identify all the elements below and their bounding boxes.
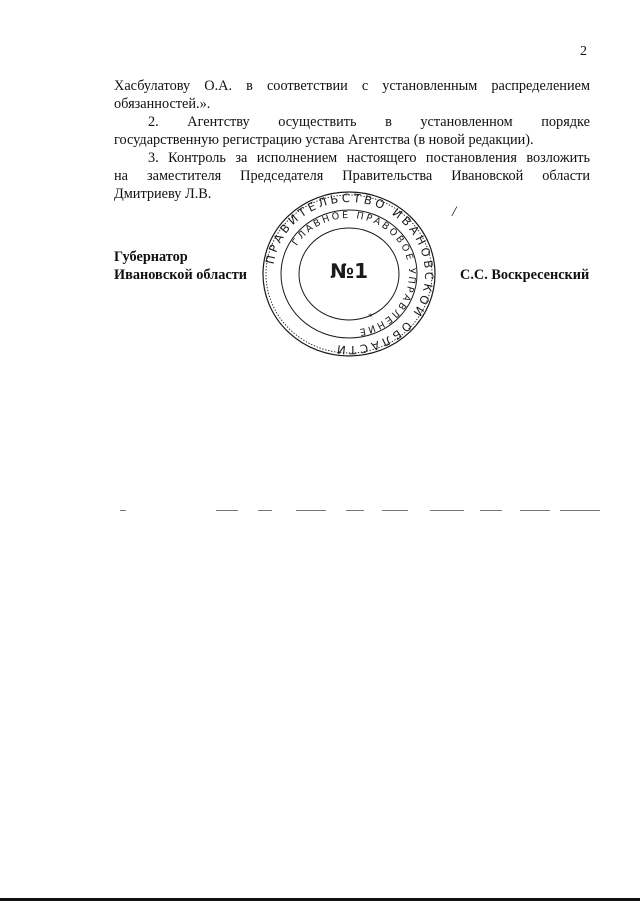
paragraph-2-line-2: государственную регистрацию устава Агентства (в новой редакции).	[114, 132, 534, 148]
official-seal	[260, 188, 438, 360]
page-number: 2	[580, 44, 587, 59]
seal-inner-text: ГЛАВНОЕ ПРАВОВОЕ УПРАВЛЕНИЕ	[290, 209, 418, 338]
handwritten-signature-mark: /	[452, 204, 457, 220]
seal-star-icon: *	[368, 312, 373, 322]
paragraph-2-line-1: 2. Агентству осуществить в установленном порядке	[148, 114, 590, 130]
paragraph-1-line-1: Хасбулатову О.А. в соответствии с установленным распределением	[114, 78, 590, 94]
paragraph-3-line-3: Дмитриеву Л.В.	[114, 186, 212, 202]
paragraph-3-line-1: 3. Контроль за исполнением настоящего постановления возложить	[148, 150, 590, 166]
signatory-name: С.С. Воскресенский	[460, 267, 590, 283]
seal-center-number: №1	[330, 259, 368, 283]
page-bottom-edge	[0, 898, 640, 901]
seal-outer-text: ПРАВИТЕЛЬСТВО ИВАНОВСКОЙ ОБЛАСТИ	[262, 190, 437, 358]
paragraph-3-line-2: на заместителя Председателя Правительства Ивановской области	[114, 168, 590, 184]
signatory-position	[114, 248, 247, 284]
signatory-position-line-1: Губернатор	[114, 249, 188, 265]
document-body	[114, 77, 590, 203]
scan-artifact-line	[120, 508, 600, 514]
signatory-position-line-2: Ивановской области	[114, 267, 247, 283]
paragraph-1-line-2: обязанностей.».	[114, 96, 211, 112]
